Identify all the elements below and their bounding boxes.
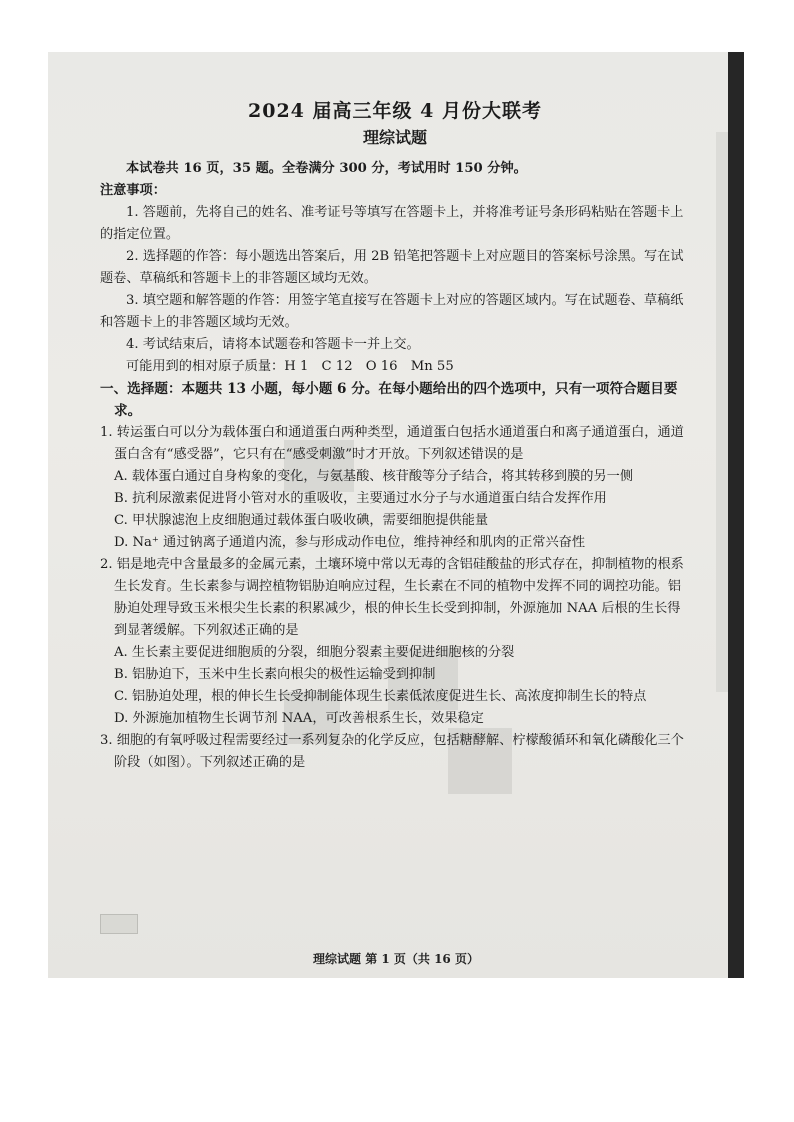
notice-heading: 注意事项： (100, 183, 166, 198)
notice-item: 4. 考试结束后，请将本试题卷和答题卡一并上交。 (126, 337, 420, 352)
notice-item: 3. 填空题和解答题的作答：用签字笔直接写在答题卡上对应的答题区域内。写在试题卷、草稿纸和答题卡上的非答题区域均无效。 (100, 293, 684, 330)
stamp-mark (100, 914, 138, 934)
question-1 (100, 422, 690, 554)
atomic-mass-note: 可能用到的相对原子质量：H 1 C 12 O 16 Mn 55 (126, 359, 454, 374)
question-stem: 1. 转运蛋白可以分为载体蛋白和通道蛋白两种类型，通道蛋白包括水通道蛋白和离子通道蛋白，通道蛋白含有“感受器”，它只有在“感受刺激”时才开放。下列叙述错误的是 (100, 425, 684, 462)
option-a: A. 生长素主要促进细胞质的分裂，细胞分裂素主要促进细胞核的分裂 (114, 645, 515, 660)
question-2 (100, 554, 690, 730)
exam-subtitle: 理综试题 (362, 128, 427, 147)
notice-item: 1. 答题前，先将自己的姓名、准考证号等填写在答题卡上，并将准考证号条形码粘贴在答题卡上的指定位置。 (100, 205, 684, 242)
option-b: B. 铝胁迫下，玉米中生长素向根尖的极性运输受到抑制 (114, 667, 436, 682)
section-heading: 一、选择题：本题共 13 小题，每小题 6 分。在每小题给出的四个选项中，只有一项符合题目要求。 (100, 381, 678, 419)
option-c: C. 铝胁迫处理，根的伸长生长受抑制能体现生长素低浓度促进生长、高浓度抑制生长的特点 (114, 689, 647, 704)
exam-intro: 本试卷共 16 页，35 题。全卷满分 300 分，考试用时 150 分钟。 (126, 161, 527, 176)
notice-item: 2. 选择题的作答：每小题选出答案后，用 2B 铅笔把答题卡上对应题目的答案标号涂黑。写在试题卷、草稿纸和答题卡上的非答题区域均无效。 (100, 249, 684, 286)
dark-background-edge (728, 52, 744, 978)
option-a: A. 载体蛋白通过自身构象的变化，与氨基酸、核苷酸等分子结合，将其转移到膜的另一侧 (114, 469, 634, 484)
option-c: C. 甲状腺滤泡上皮细胞通过载体蛋白吸收碘，需要细胞提供能量 (114, 513, 489, 528)
option-d: D. Na⁺ 通过钠离子通道内流，参与形成动作电位，维持神经和肌肉的正常兴奋性 (114, 535, 586, 550)
option-d: D. 外源施加植物生长调节剂 NAA，可改善根系生长，效果稳定 (114, 711, 484, 726)
page-footer: 理综试题 第 1 页（共 16 页） (313, 952, 479, 966)
exam-page-content (100, 96, 690, 774)
question-stem: 2. 铝是地壳中含量最多的金属元素，土壤环境中常以无毒的含铝硅酸盐的形式存在，抑制植物的根系生长发育。生长素参与调控植物铝胁迫响应过程，生长素在不同的植物中发挥不同的调控功能。铝胁迫处理导致玉米根尖生长素的积累减少，根的伸长生长受到抑制，外源施加 NAA 后根的生长得到显著缓解。下列叙述正确的是 (100, 557, 684, 638)
exam-title: 2024 届高三年级 4 月份大联考 (248, 100, 542, 122)
question-3 (100, 730, 690, 774)
question-stem: 3. 细胞的有氧呼吸过程需要经过一系列复杂的化学反应，包括糖酵解、柠檬酸循环和氧化磷酸化三个阶段（如图）。下列叙述正确的是 (100, 733, 684, 770)
option-b: B. 抗利尿激素促进肾小管对水的重吸收，主要通过水分子与水通道蛋白结合发挥作用 (114, 491, 607, 506)
